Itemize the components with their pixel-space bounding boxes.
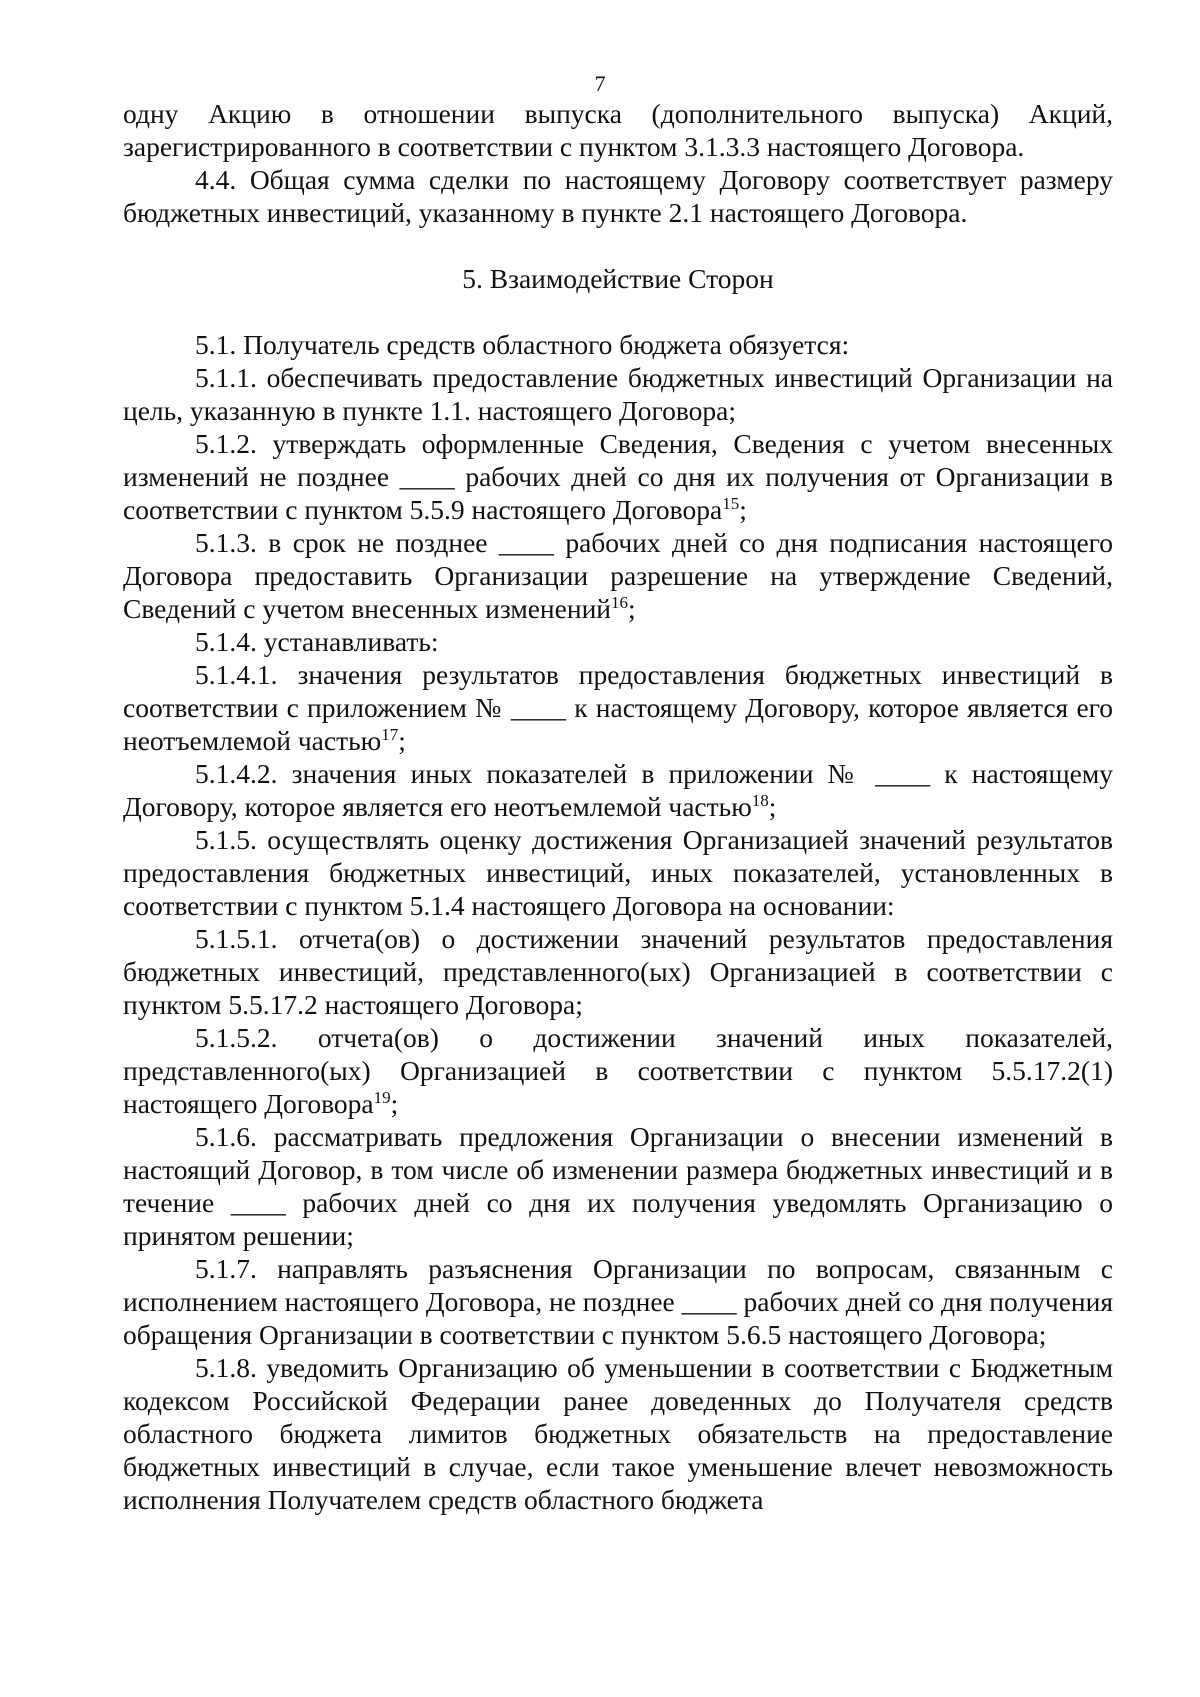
paragraph-end: ; (398, 725, 406, 756)
paragraph-text: 5.1.2. утверждать оформленные Сведения, Сведения с учетом внесенных изменений не позднее ____ рабочих дней со дня их получения от Организации в соответствии с пунктом 5.5.9 настоящего Договора (123, 428, 1113, 525)
paragraph-4-4: 4.4. Общая сумма сделки по настоящему Договору соответствует размеру бюджетных инвестиций, указанному в пункте 2.1 настоящего Договора. (123, 164, 1113, 228)
footnote-ref[interactable]: 19 (373, 1087, 391, 1107)
footnote-ref[interactable]: 18 (751, 790, 769, 810)
paragraph-text: 5.1.5.2. отчета(ов) о достижении значений иных показателей, представленного(ых) Организацией в соответствии с пунктом 5.5.17.2(1) настоящего Договора (123, 1022, 1113, 1119)
paragraph-5-1-3 (123, 526, 1113, 625)
paragraph-5-1-5-2 (123, 1021, 1113, 1120)
paragraph-end: ; (628, 593, 636, 624)
footnote-ref[interactable]: 17 (381, 724, 399, 744)
paragraph-5-1-1: 5.1.1. обеспечивать предоставление бюджетных инвестиций Организации на цель, указанную в пункте 1.1. настоящего Договора; (123, 362, 1113, 426)
paragraph-5-1-4-1 (123, 658, 1113, 757)
paragraph-5-1-4-2 (123, 757, 1113, 823)
paragraph-5-1-5: 5.1.5. осуществлять оценку достижения Организацией значений результатов предоставления бюджетных инвестиций, иных показателей, установленных в соответствии с пунктом 5.1.4 настоящего Договора на основании: (123, 824, 1113, 921)
footnote-ref[interactable]: 16 (611, 592, 629, 612)
paragraph-text: 5.1.4.2. значения иных показателей в приложении № ____ к настоящему Договору, которое является его неотъемлемой частью (123, 758, 1113, 822)
paragraph-5-1-8: 5.1.8. уведомить Организацию об уменьшении в соответствии с Бюджетным кодексом Российской Федерации ранее доведенных до Получателя средств областного бюджета лимитов бюджетных обязательств на предоставление бюджетных инвестиций в случае, если такое уменьшение влечет невозможность исполнения Получателем средств областного бюджета (123, 1352, 1113, 1515)
page-number: 7 (594, 71, 606, 96)
paragraph-5-1: 5.1. Получатель средств областного бюджета обязуется: (195, 329, 850, 360)
paragraph-5-1-2 (123, 427, 1113, 526)
paragraph-5-1-5-1: 5.1.5.1. отчета(ов) о достижении значений результатов предоставления бюджетных инвестиций, представленного(ых) Организацией в соответствии с пунктом 5.5.17.2 настоящего Договора; (123, 923, 1113, 1020)
paragraph-5-1-7: 5.1.7. направлять разъяснения Организации по вопросам, связанным с исполнением настоящего Договора, не позднее ____ рабочих дней со дня получения обращения Организации в соответствии с пунктом 5.6.5 настоящего Договора; (123, 1253, 1113, 1350)
section-heading: 5. Взаимодействие Сторон (462, 263, 774, 294)
paragraph-5-1-6: 5.1.6. рассматривать предложения Организации о внесении изменений в настоящий Договор, в том числе об изменении размера бюджетных инвестиций и в течение ____ рабочих дней со дня их получения уведомлять Организацию о принятом решении; (123, 1121, 1113, 1251)
paragraph-5-1-4: 5.1.4. устанавливать: (195, 626, 439, 657)
paragraph-end: ; (739, 494, 747, 525)
document-body (123, 97, 1113, 1516)
footnote-ref[interactable]: 15 (722, 493, 740, 513)
paragraph-end: ; (390, 1088, 399, 1119)
paragraph-text: 5.1.3. в срок не позднее ____ рабочих дней со дня подписания настоящего Договора предоставить Организации разрешение на утверждение Сведений, Сведений с учетом внесенных изменений (123, 527, 1113, 624)
paragraph-continuation: одну Акцию в отношении выпуска (дополнительного выпуска) Акций, зарегистрированного в соответствии с пунктом 3.1.3.3 настоящего Договора. (123, 98, 1113, 162)
paragraph-text: 5.1.4.1. значения результатов предоставления бюджетных инвестиций в соответствии с приложением № ____ к настоящему Договору, которое является его неотъемлемой частью (123, 659, 1113, 756)
paragraph-end: ; (768, 791, 777, 822)
